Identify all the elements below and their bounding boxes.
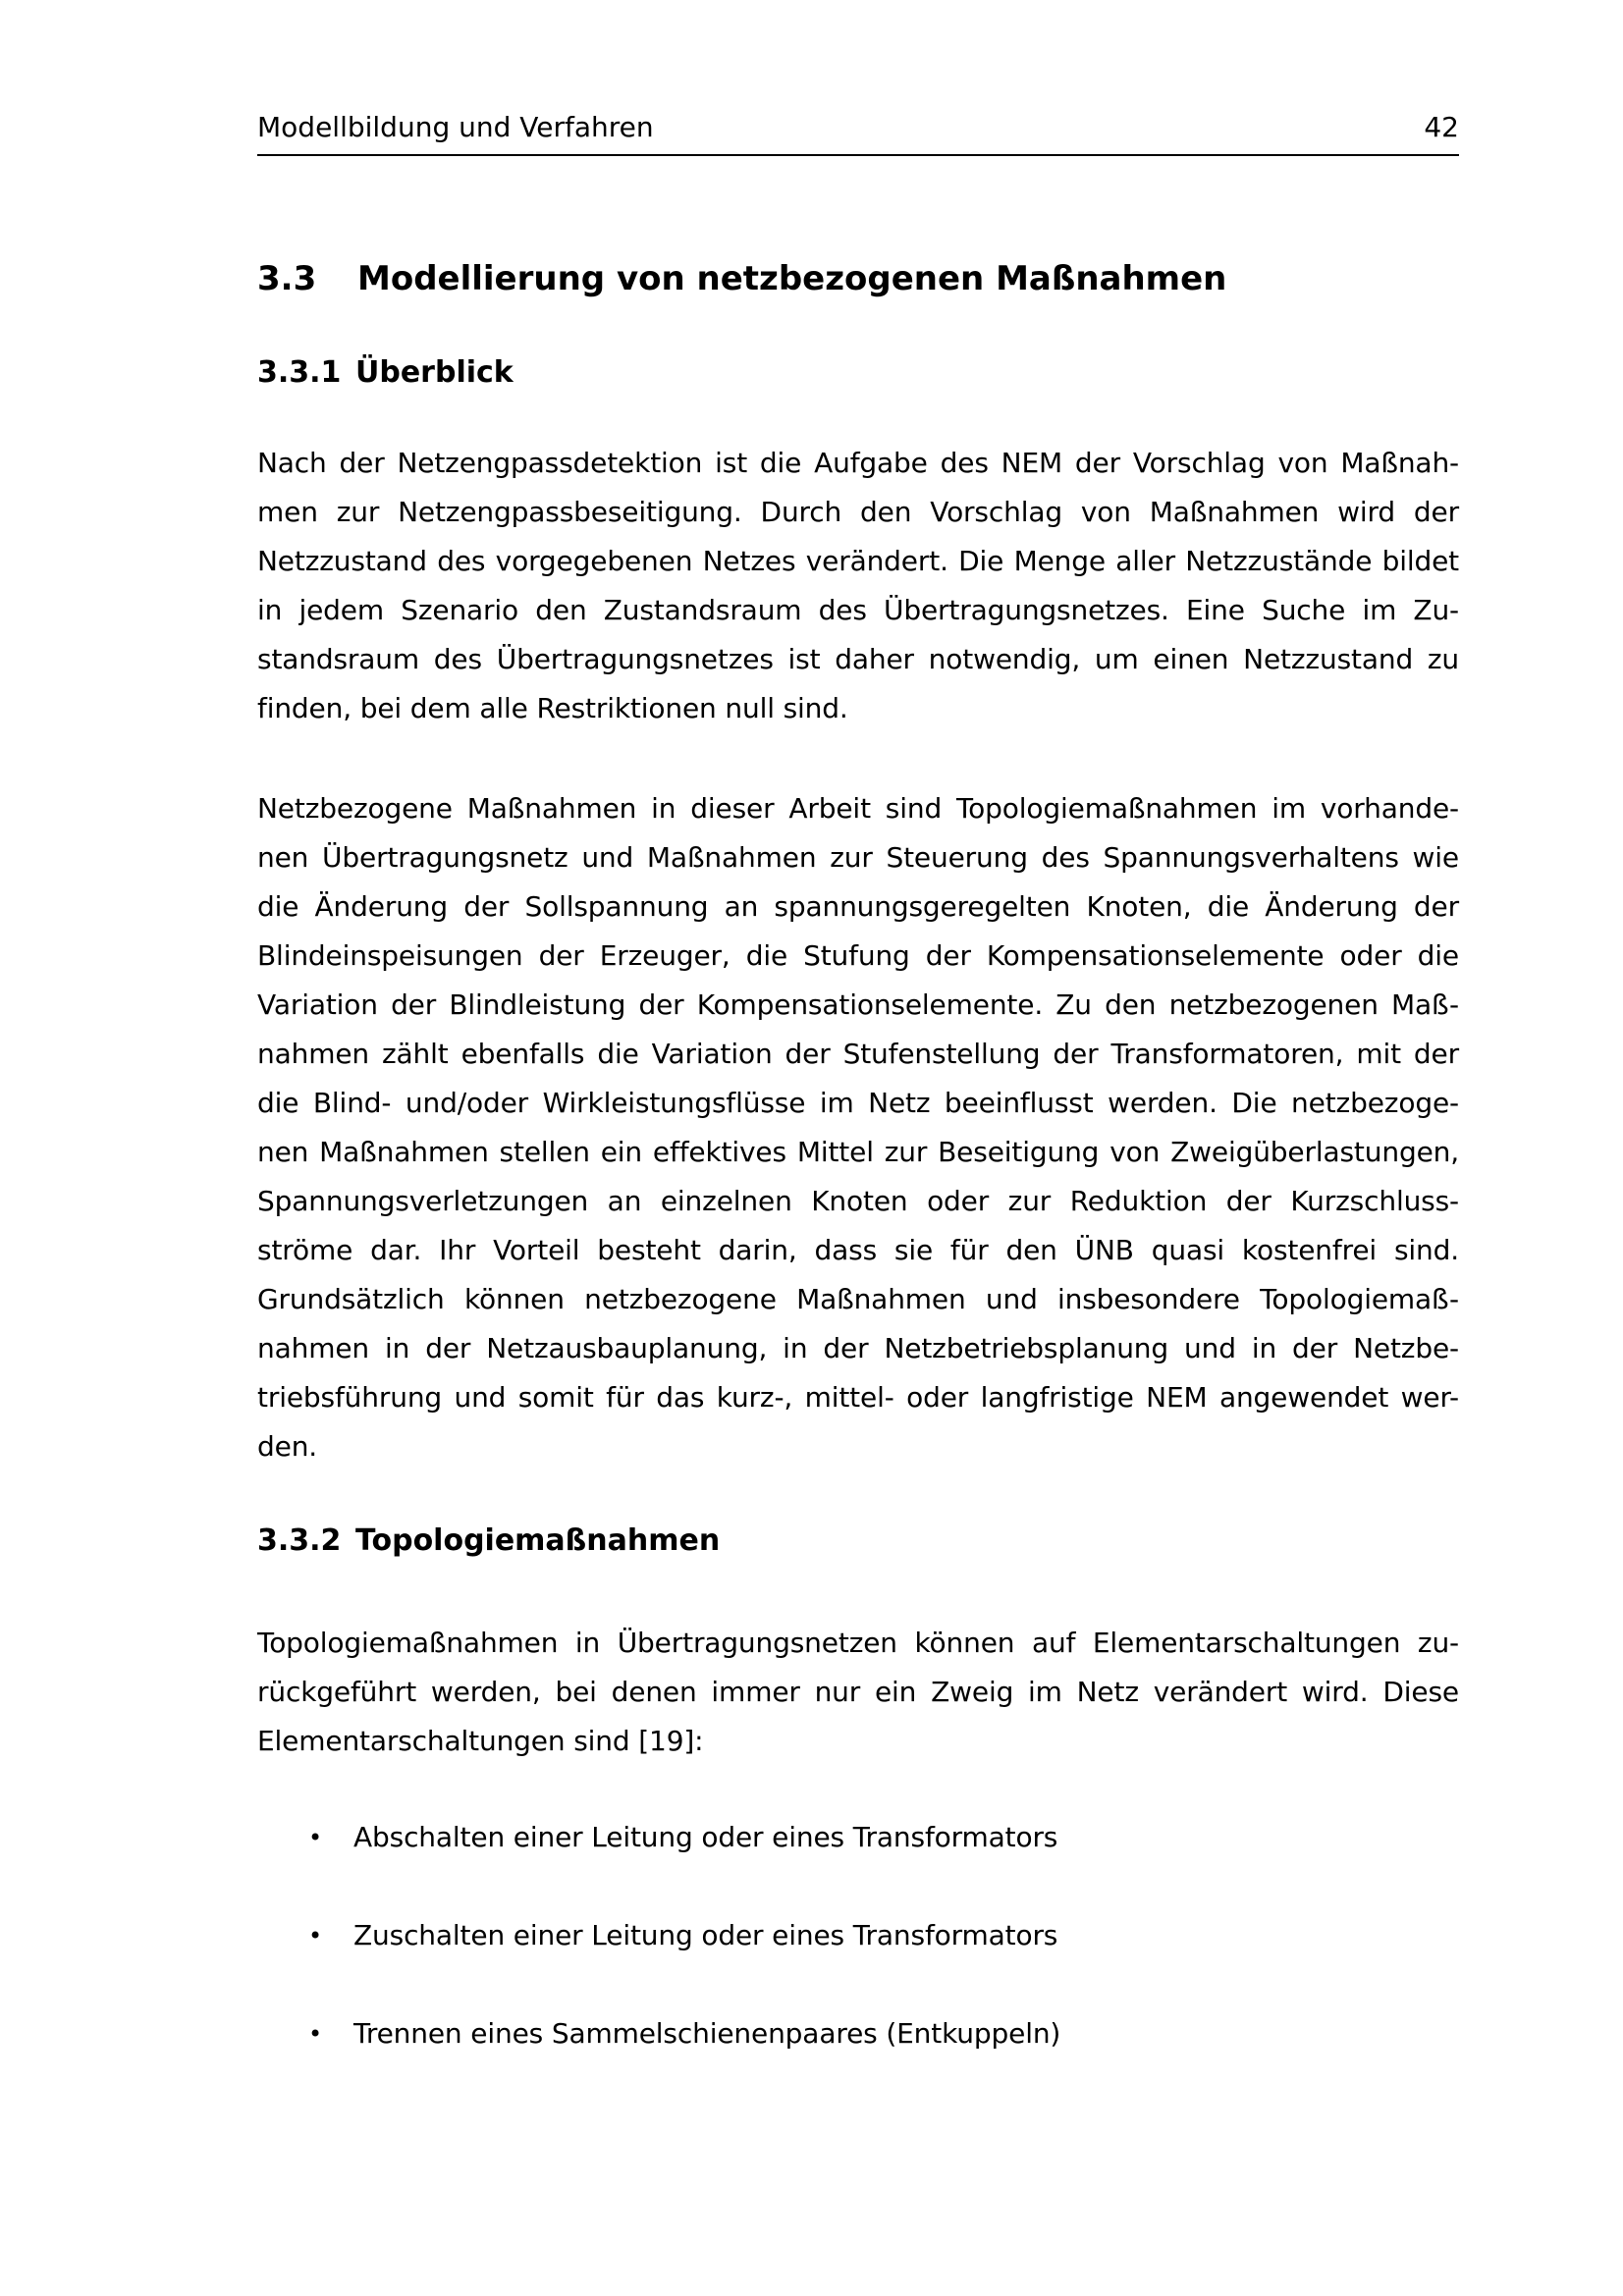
section-title: Modellierung von netzbezogenen Maßnahmen [357,259,1227,298]
bullet-icon: • [308,1824,323,1851]
running-header-title: Modellbildung und Verfahren [257,111,654,143]
text-line: Spannungsverletzungen an einzelnen Knoten oder zur Reduktion der Kurzschluss- [257,1185,1459,1217]
bullet-text: Abschalten einer Leitung oder eines Transformators [353,1821,1058,1853]
text-line: Grundsätzlich können netzbezogene Maßnahmen und insbesondere Topologiemaß- [257,1283,1459,1315]
page-content [257,110,1459,2058]
text-line: die Änderung der Sollspannung an spannungsgeregelten Knoten, die Änderung der [257,890,1459,923]
text-line: Netzbezogene Maßnahmen in dieser Arbeit sind Topologiemaßnahmen im vorhande- [257,792,1459,825]
paragraph [257,784,1459,1471]
subsection-number: 3.3.2 [257,1523,342,1558]
text-line: den. [257,1430,318,1463]
text-line: men zur Netzengpassbeseitigung. Durch den Vorschlag von Maßnahmen wird der [257,496,1459,528]
text-line: in jedem Szenario den Zustandsraum des Übertragungsnetzes. Eine Suche im Zu- [257,594,1459,626]
subsection-number: 3.3.1 [257,355,342,390]
section-heading [257,256,1459,301]
text-line: standsraum des Übertragungsnetzes ist daher notwendig, um einen Netzzustand zu [257,643,1459,675]
text-line: triebsführung und somit für das kurz-, mittel- oder langfristige NEM angewendet wer- [257,1381,1459,1414]
text-line: rückgeführt werden, bei denen immer nur ein Zweig im Netz verändert wird. Diese [257,1676,1459,1708]
text-line: nen Maßnahmen stellen ein effektives Mittel zur Beseitigung von Zweigüberlastungen, [257,1136,1459,1168]
text-line: ströme dar. Ihr Vorteil besteht darin, dass sie für den ÜNB quasi kostenfrei sind. [257,1234,1459,1266]
running-header [257,110,1459,156]
text-line: Nach der Netzengpassdetektion ist die Aufgabe des NEM der Vorschlag von Maßnah- [257,447,1459,479]
page-number: 42 [1424,111,1459,143]
text-line: Variation der Blindleistung der Kompensationselemente. Zu den netzbezogenen Maß- [257,988,1459,1021]
paragraph [257,1619,1459,1766]
bullet-list [257,1813,1459,2058]
bullet-icon: • [308,2020,323,2048]
bullet-item [308,1911,1459,1960]
subsection-heading-topology [257,1521,1459,1562]
bullet-text: Zuschalten einer Leitung oder eines Transformators [353,1919,1058,1951]
section-number: 3.3 [257,259,317,298]
bullet-item [308,2009,1459,2058]
text-line: Netzzustand des vorgegebenen Netzes verändert. Die Menge aller Netzzustände bildet [257,545,1459,577]
bullet-item [308,1813,1459,1862]
text-line: finden, bei dem alle Restriktionen null sind. [257,692,848,724]
text-line: Topologiemaßnahmen in Übertragungsnetzen können auf Elementarschaltungen zu- [257,1627,1459,1659]
paragraph [257,439,1459,733]
subsection-title: Überblick [355,355,514,390]
text-line: nahmen zählt ebenfalls die Variation der Stufenstellung der Transformatoren, mit der [257,1038,1459,1070]
bullet-icon: • [308,1922,323,1949]
text-line: nahmen in der Netzausbauplanung, in der Netzbetriebsplanung und in der Netzbe- [257,1332,1459,1364]
text-line: Blindeinspeisungen der Erzeuger, die Stufung der Kompensationselemente oder die [257,939,1459,972]
text-line: die Blind- und/oder Wirkleistungsflüsse im Netz beeinflusst werden. Die netzbezoge- [257,1087,1459,1119]
subsection-heading-overview [257,352,1459,394]
text-line: nen Übertragungsnetz und Maßnahmen zur Steuerung des Spannungsverhaltens wie [257,841,1459,874]
subsection-title: Topologiemaßnahmen [355,1523,721,1558]
bullet-text: Trennen eines Sammelschienenpaares (Entkuppeln) [353,2017,1061,2050]
text-line: Elementarschaltungen sind [19]: [257,1725,704,1757]
